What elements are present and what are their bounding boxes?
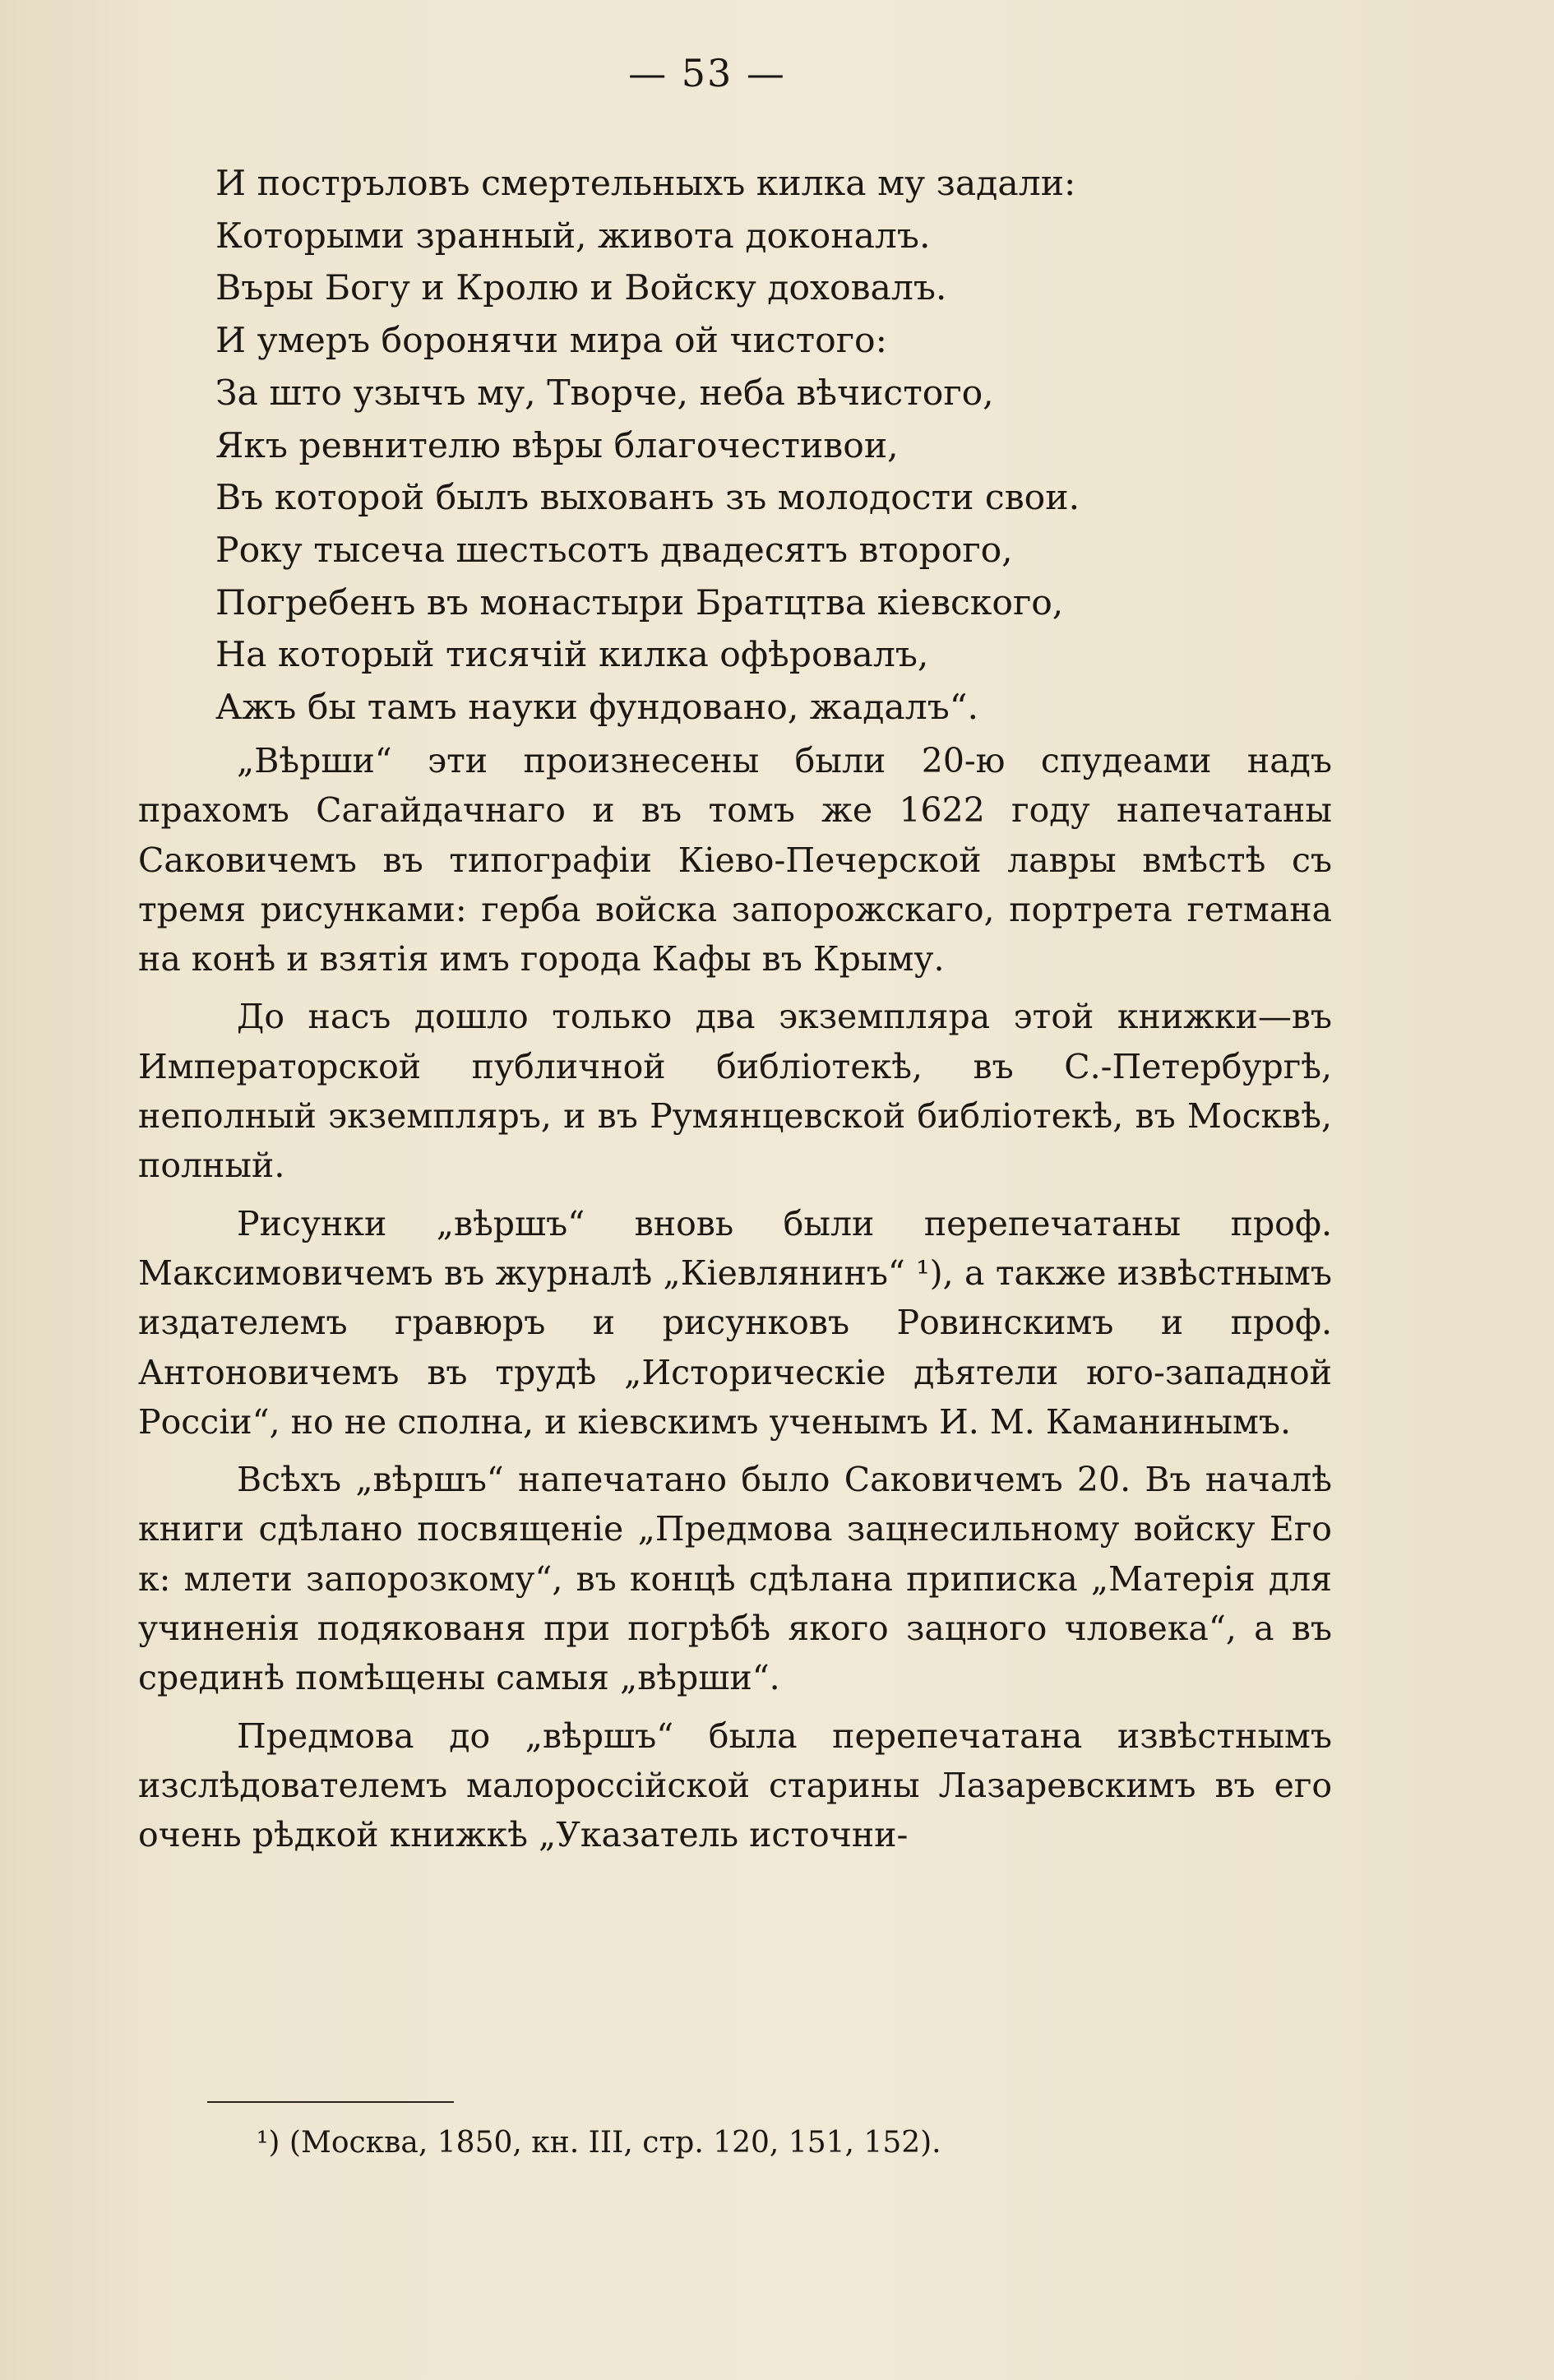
page-number: — 53 — xyxy=(628,51,786,95)
verse-line: На который тисячій килка офѣровалъ, xyxy=(215,635,929,676)
verse-line: Року тысеча шестьсотъ двадесятъ второго, xyxy=(215,530,1013,571)
verse-line: Якъ ревнителю вѣры благочестивои, xyxy=(215,425,899,466)
paragraph: Всѣхъ „вѣршъ“ напечатано было Саковичемъ 20. Въ началѣ книги сдѣлано посвященіе „Предмова зацнесильному войску Его к: млети запорозкому“, въ концѣ сдѣлана приписка „Матерія для учиненія подякованя при погрѣбѣ якого зацного чловека“, а въ срединѣ помѣщены самыя „вѣрши“. xyxy=(138,1460,1332,1698)
paragraph: До насъ дошло только два экземпляра этой книжки—въ Императорской публичной библіотекѣ, въ С.-Петербургѣ, неполный экземпляръ, и въ Румянцевской библіотекѣ, въ Москвѣ, полный. xyxy=(138,997,1332,1186)
verse-line: И умеръ боронячи мира ой чистого: xyxy=(215,321,887,362)
paragraph: Предмова до „вѣршъ“ была перепечатана извѣстнымъ изслѣдователемъ малороссійской старины Лазаревскимъ въ его очень рѣдкой книжкѣ „Указатель источни- xyxy=(138,1716,1332,1855)
verse-line: Ажъ бы тамъ науки фундовано, жадалъ“. xyxy=(215,688,979,729)
verse-line: И постръловъ смертельныхъ килка му задали: xyxy=(215,164,1076,204)
verse-line: Въры Богу и Кролю и Войску доховалъ. xyxy=(215,268,947,309)
verse-line: Погребенъ въ монастыри Братцтва кіевского, xyxy=(215,582,1064,623)
verse-block xyxy=(215,158,1367,734)
paragraph: Рисунки „вѣршъ“ вновь были перепечатаны проф. Максимовичемъ въ журналѣ „Кіевлянинъ“ ¹), а также извѣстнымъ издателемъ гравюръ и рисунковъ Ровинскимъ и проф. Антоновичемъ въ трудѣ „Историческіе дѣятели юго-западной Россіи“, но не сполна, и кіевскимъ ученымъ И. М. Каманинымъ. xyxy=(138,1203,1332,1442)
verse-line: Которыми зранный, живота доконалъ. xyxy=(215,215,931,257)
verse-line: За што узычъ му, Творче, неба вѣчистого, xyxy=(215,373,994,414)
verse-line: Въ которой былъ выхованъ зъ молодости свои. xyxy=(215,478,1080,519)
body-text xyxy=(138,736,1332,1868)
paragraph: „Вѣрши“ эти произнесены были 20-ю спудеами надъ прахомъ Сагайдачнаго и въ томъ же 1622 году напечатаны Саковичемъ въ типографіи Кіево-Печерской лавры вмѣстѣ съ тремя рисунками: герба войска запорожскаго, портрета гетмана на конѣ и взятія имъ города Кафы въ Крыму. xyxy=(138,741,1332,979)
footnote: ¹) (Москва, 1850, кн. III, стр. 120, 151, 152). xyxy=(257,2126,941,2160)
footnote-divider xyxy=(207,2101,454,2103)
